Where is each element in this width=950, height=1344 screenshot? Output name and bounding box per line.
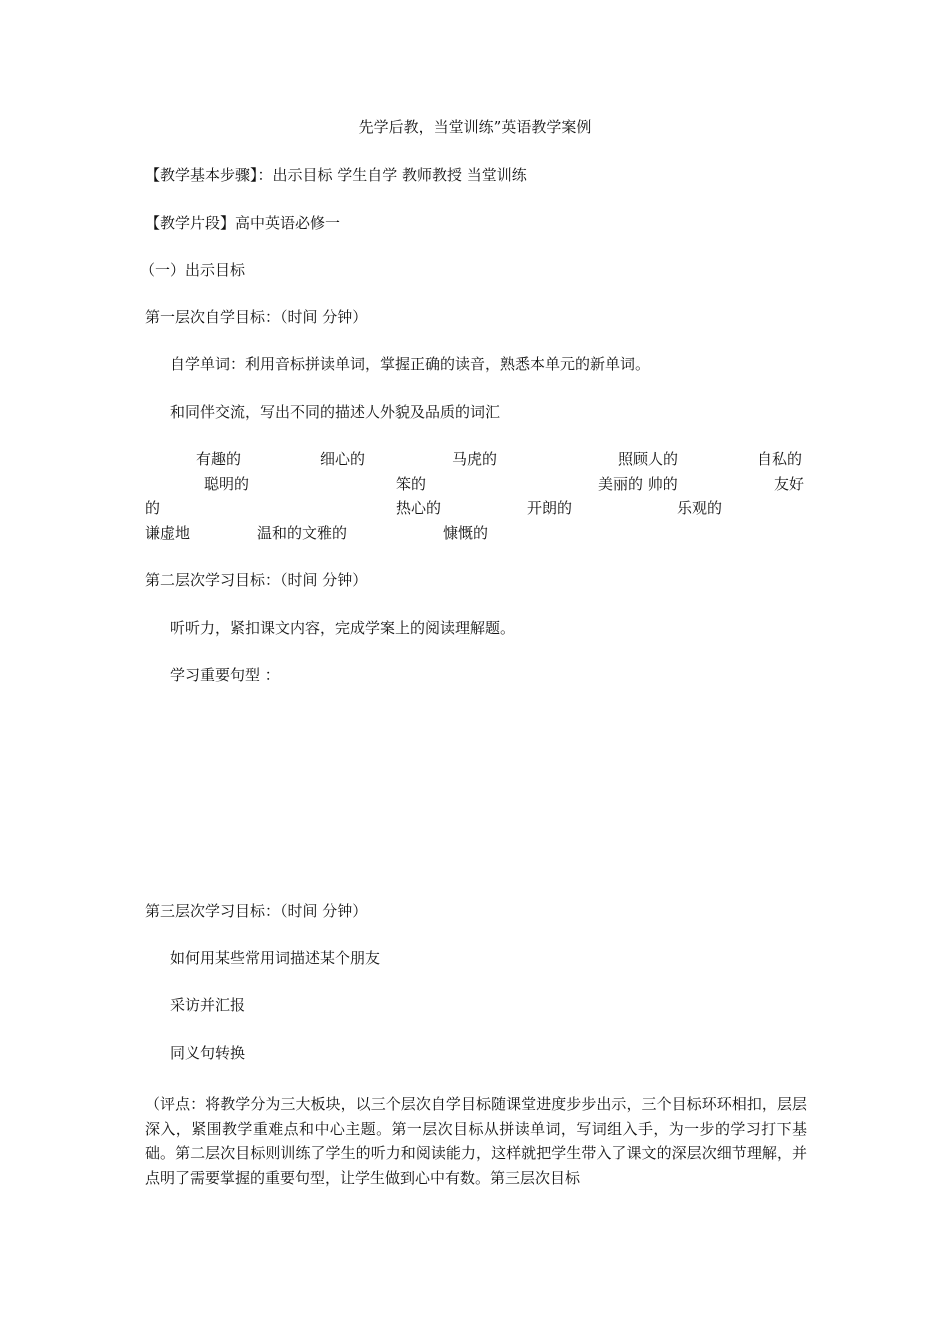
level2-item: 听听力，紧扣课文内容，完成学案上的阅读理解题。	[170, 619, 516, 637]
teaching-steps-line: 【教学基本步骤】：出示目标 学生自学 教师教授 当堂训练	[145, 166, 527, 184]
vocab-word: 谦虚地	[145, 524, 191, 542]
vocab-word: 温和的文雅的	[257, 524, 348, 542]
level3-heading: 第三层次学习目标：（时间 分钟）	[145, 902, 368, 920]
level1-heading: 第一层次自学目标：（时间 分钟）	[145, 308, 368, 326]
vocab-word: 细心的	[320, 450, 366, 468]
commentary-text: （评点：将教学分为三大板块，以三个层次自学目标随课堂进度步步出示，三个目标环环相扣，层层深入，紧围教学重难点和中心主题。第一层次目标从拼读单词，写词组入手，为一步的学习打下基础。第二层次目标则训练了学生的听力和阅读能力，这样就把学生带入了课文的深层次细节理解，并点明了需要掌握的重要句型，让学生做到心中有数。第三层次目标	[145, 1095, 807, 1187]
vocab-word: 热心的	[396, 499, 442, 517]
level3-item: 如何用某些常用词描述某个朋友	[170, 949, 381, 967]
vocab-word: 聪明的	[204, 475, 250, 493]
document-title: 先学后教，当堂训练”英语教学案例	[358, 118, 592, 136]
vocab-word: 友好	[774, 475, 805, 493]
level2-heading: 第二层次学习目标：（时间 分钟）	[145, 571, 368, 589]
level1-item: 和同伴交流，写出不同的描述人外貌及品质的词汇	[170, 403, 501, 421]
vocab-word: 笨的	[396, 475, 427, 493]
section-heading-objectives: （一）出示目标	[140, 261, 246, 279]
commentary-paragraph	[145, 1092, 807, 1190]
vocab-word: 开朗的	[527, 499, 573, 517]
vocab-word: 自私的	[757, 450, 803, 468]
vocab-word: 照顾人的	[618, 450, 679, 468]
level1-item: 自学单词：利用音标拼读单词，掌握正确的读音，熟悉本单元的新单词。	[170, 355, 651, 373]
vocab-word: 马虎的	[452, 450, 498, 468]
vocab-word: 的	[145, 499, 161, 517]
level2-item: 学习重要句型 ：	[170, 666, 280, 684]
vocab-word: 美丽的 帅的	[598, 475, 678, 493]
level3-item: 采访并汇报	[170, 996, 246, 1014]
vocab-word: 慷慨的	[443, 524, 489, 542]
vocab-word: 有趣的	[196, 450, 242, 468]
vocab-word: 乐观的	[677, 499, 723, 517]
level3-item: 同义句转换	[170, 1044, 246, 1062]
teaching-segment-line: 【教学片段】高中英语必修一	[145, 214, 341, 232]
